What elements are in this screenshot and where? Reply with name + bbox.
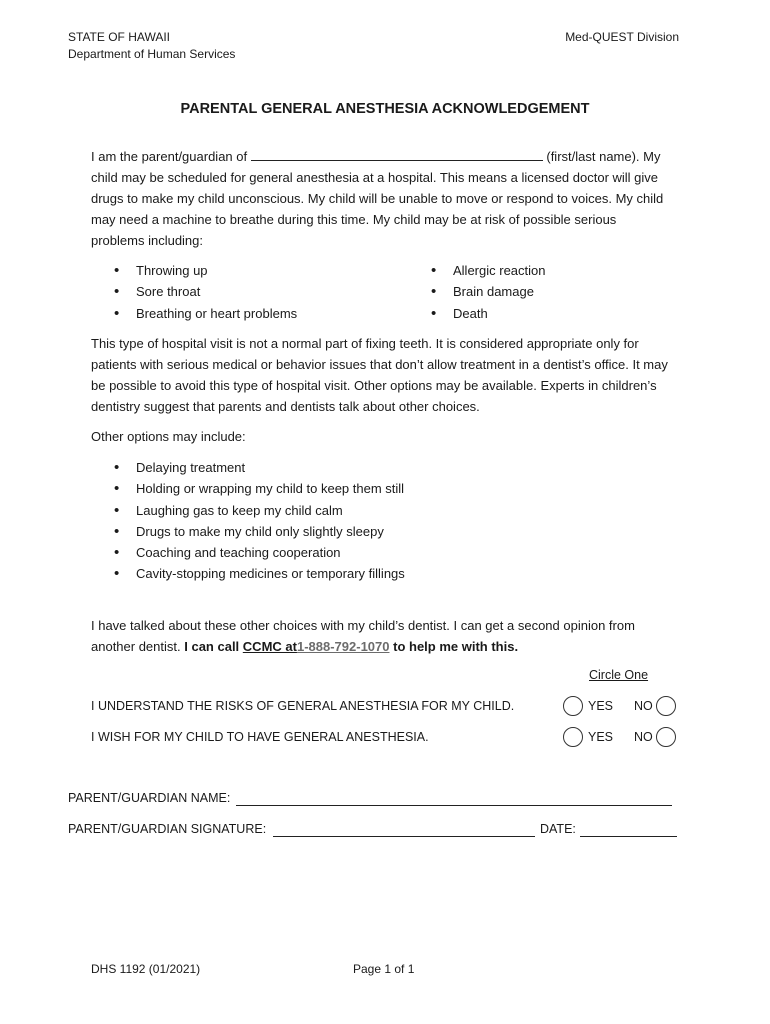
ccmc-label: CCMC at [242,639,297,654]
no-radio-understand[interactable] [656,696,676,716]
risks-list-left [114,260,297,324]
risks-list-right [431,260,546,324]
call-prefix: I can call [184,639,240,654]
intro-prefix: I am the parent/guardian of [91,149,248,164]
intro-paragraph [91,146,671,251]
question-understand-risks: I UNDERSTAND THE RISKS OF GENERAL ANESTHESIA FOR MY CHILD. [91,699,515,713]
form-id: DHS 1192 (01/2021) [91,962,201,976]
list-item: • Delaying treatment [114,457,405,478]
parent-signature-label: PARENT/GUARDIAN SIGNATURE: [68,822,267,836]
list-item: • Breathing or heart problems [114,303,297,324]
list-item: • Brain damage [431,281,546,302]
list-item: • Drugs to make my child only slightly sleepy [114,521,405,542]
second-opinion-text: I have talked about these other choices with my child’s dentist. I can get a second opinion from another dentist. [91,618,635,654]
intro-body: My child may be scheduled for general anesthesia at a hospital. This means a licensed doctor will give drugs to make my child unconscious. My child will be unable to move or respond to voices. My child may need a machine to breathe during this time. My child may be at risk of possible serious problems including: [91,149,664,248]
date-label: DATE: [540,822,576,836]
list-item: • Allergic reaction [431,260,546,281]
child-name-field[interactable] [251,146,543,161]
agency-department: Department of Human Services [68,47,236,61]
list-item: • Holding or wrapping my child to keep them still [114,478,405,499]
yes-radio-wish[interactable] [563,727,583,747]
list-item: • Cavity-stopping medicines or temporary fillings [114,563,405,584]
no-radio-wish[interactable] [656,727,676,747]
intro-suffix: (first/last name). [546,149,640,164]
no-label: NO [634,699,653,713]
yes-label: YES [588,730,614,744]
ccmc-phone-link[interactable]: 1-888-792-1070 [296,639,390,654]
circle-one-label: Circle One [589,668,649,682]
list-item: • Sore throat [114,281,297,302]
list-item: • Death [431,303,546,324]
options-intro: Other options may include: [91,429,246,444]
list-item: • Laughing gas to keep my child calm [114,500,405,521]
parent-name-field[interactable] [236,805,672,806]
page-title: PARENTAL GENERAL ANESTHESIA ACKNOWLEDGEMENT [180,101,590,117]
date-field[interactable] [580,836,677,837]
options-list [114,457,405,585]
parent-signature-field[interactable] [273,836,535,837]
division-name: Med-QUEST Division [565,30,679,44]
list-item: • Throwing up [114,260,297,281]
yes-label: YES [588,699,614,713]
no-label: NO [634,730,653,744]
parent-name-label: PARENT/GUARDIAN NAME: [68,791,231,805]
call-suffix: to help me with this. [393,639,519,654]
page-number: Page 1 of 1 [353,962,415,976]
yes-radio-understand[interactable] [563,696,583,716]
agency-header [68,29,235,63]
hospital-visit-paragraph: This type of hospital visit is not a normal part of fixing teeth. It is considered appropriate only for patients with serious medical or behavior issues that don’t allow treatment in a dentist’s office. It may be possible to avoid this type of hospital visit. Other options may be available. Experts in children’s dentistry suggest that parents and dentists talk about other choices. [91,336,668,414]
list-item: • Coaching and teaching cooperation [114,542,405,563]
second-opinion-paragraph [91,615,681,657]
agency-state: STATE OF HAWAII [68,30,170,44]
question-wish-anesthesia: I WISH FOR MY CHILD TO HAVE GENERAL ANESTHESIA. [91,730,429,744]
